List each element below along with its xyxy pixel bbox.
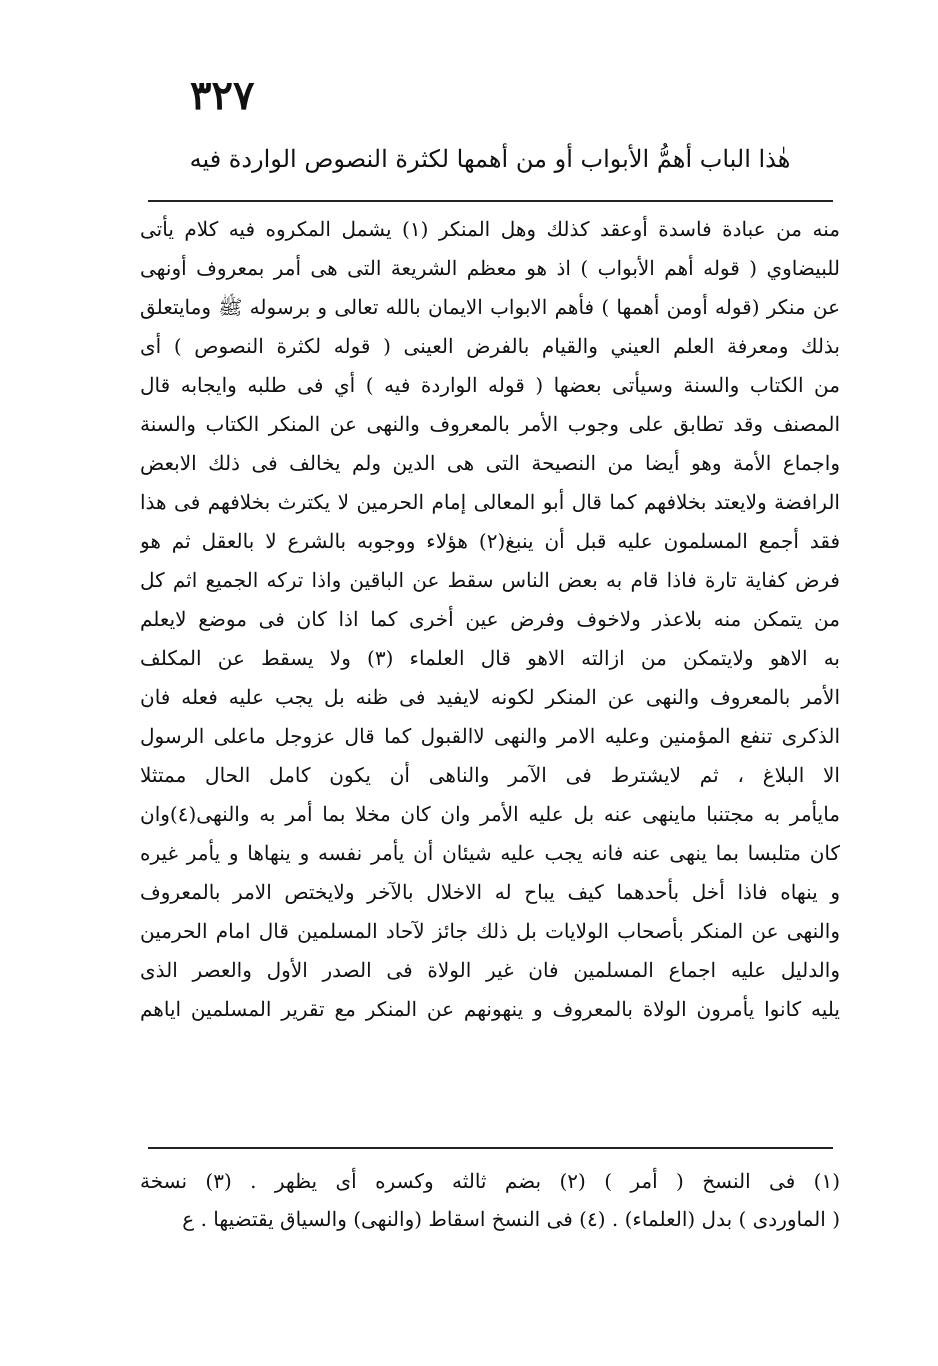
- body-line: الا البلاغ ، ثم لايشترط فى الآمر والناهى أن يكون كامل الحال ممتثلا: [140, 763, 840, 787]
- footnote-divider: [148, 1147, 833, 1149]
- matn-heading: هٰذا الباب أهمُّ الأبواب أو من أهمها لكثرة النصوص الواردة فيه: [189, 145, 791, 173]
- body-line: بذلك ومعرفة العلم العيني والقيام بالفرض العينى ( قوله لكثرة النصوص ) أى: [140, 334, 840, 358]
- body-line: فرض كفاية تارة فاذا قام به بعض الناس سقط عن الباقين واذا تركه الجميع اثم كل: [140, 568, 840, 592]
- body-line: كان متلبسا بما ينهى عنه فانه يجب عليه شيئان أن يأمر نفسه و ينهاها و يأمر غيره: [140, 841, 840, 865]
- footnotes: [140, 1162, 840, 1252]
- body-line: و ينهاه فاذا أخل بأحدهما كيف يباح له الاخلال بالآخر ولايختص الامر بالمعروف: [140, 880, 840, 904]
- body-line: فقد أجمع المسلمون عليه قبل أن ينبغ(٢) هؤلاء ووجوبه بالشرع لا بالعقل ثم هو: [140, 529, 840, 553]
- commentary-body: [140, 210, 840, 1140]
- body-line: مايأمر به مجتنبا ماينهى عنه بل عليه الأمر وان كان مخلا بما أمر به والنهى(٤)وان: [140, 802, 840, 826]
- top-divider: [148, 200, 833, 202]
- footnote-line: (١) فى النسخ ( أمر ) (٢) بضم ثالثه وكسره أى يظهر . (٣) نسخة: [140, 1169, 840, 1193]
- body-line: به الاهو ولايتمكن من ازالته الاهو قال العلماء (٣) ولا يسقط عن المكلف: [140, 646, 840, 670]
- body-line: واجماع الأمة وهو أيضا من النصيحة التى هى الدين ولم يخالف فى ذلك الابعض: [140, 451, 840, 475]
- body-line: عن منكر (قوله أومن أهمها ) فأهم الابواب الايمان بالله تعالى و برسوله ﷺ ومايتعلق: [140, 295, 840, 319]
- body-line: والنهى عن المنكر بأصحاب الولايات بل ذلك جائز لآحاد المسلمين قال امام الحرمين: [140, 919, 840, 943]
- body-line: يليه كانوا يأمرون الولاة بالمعروف و ينهونهم عن المنكر مع تقرير المسلمين اياهم: [140, 997, 840, 1021]
- body-line: منه من عبادة فاسدة أوعقد كذلك وهل المنكر (١) يشمل المكروه فيه كلام يأتى: [140, 217, 840, 241]
- body-line: من الكتاب والسنة وسيأتى بعضها ( قوله الواردة فيه ) أي فى طلبه وايجابه قال: [140, 373, 840, 397]
- body-line: الذكرى تنفع المؤمنين وعليه الامر والنهى لاالقبول كما قال عزوجل ماعلى الرسول: [140, 724, 840, 748]
- body-line: من يتمكن منه بلاعذر ولاخوف وفرض عين أخرى كما اذا كان فى موضع لايعلم: [140, 607, 840, 631]
- body-line: الرافضة ولايعتد بخلافهم كما قال أبو المعالى إمام الحرمين لا يكترث بخلافهم فى هذا: [140, 490, 840, 514]
- body-line: والدليل عليه اجماع المسلمين فان غير الولاة فى الصدر الأول والعصر الذى: [140, 958, 840, 982]
- body-line: المصنف وقد تطابق على وجوب الأمر بالمعروف والنهى عن المنكر الكتاب والسنة: [140, 412, 840, 436]
- page-number: ٣٢٧: [190, 72, 255, 119]
- body-line: الأمر بالمعروف والنهى عن المنكر لكونه لايفيد فى ظنه بل يجب عليه فعله فان: [140, 685, 840, 709]
- body-line: للبيضاوي ( قوله أهم الأبواب ) اذ هو معظم الشريعة التى هى أمر بمعروف أونهى: [140, 256, 840, 280]
- footnote-line: ( الماوردى ) بدل (العلماء) . (٤) فى النسخ اسقاط (والنهى) والسياق يقتضيها . ع: [182, 1207, 840, 1231]
